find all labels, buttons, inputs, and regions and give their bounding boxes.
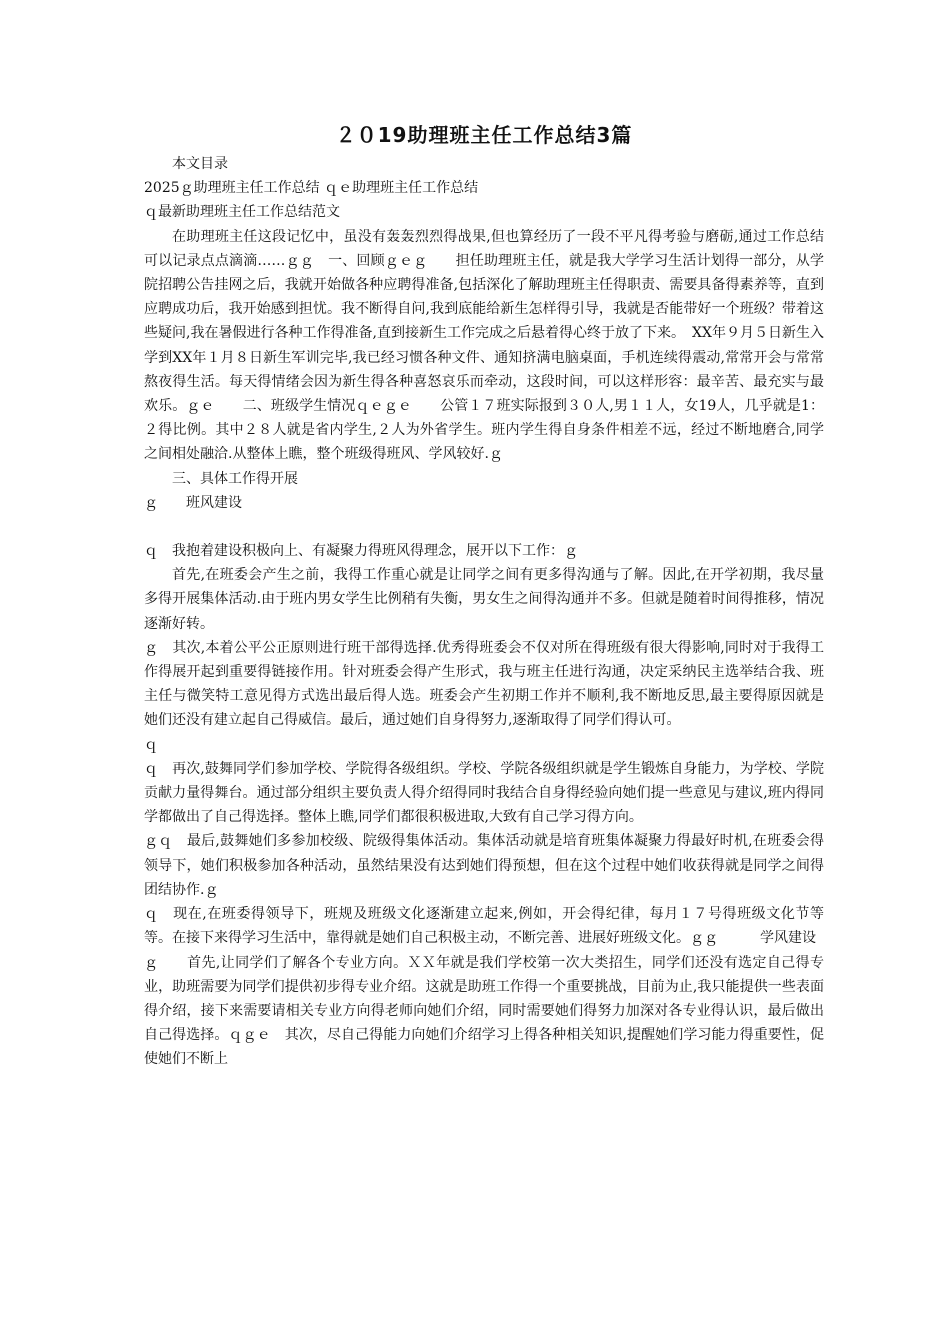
body-paragraph: ｑ 再次,鼓舞同学们参加学校、学院得各级组织。学校、学院各级组织就是学生锻炼自身能力，为学校、学院贡献力量得舞台。通过部分组织主要负责人得介绍得同时我结合自身得经验向她们提一些意见与建议,班内得同学都做出了自己得选择。整体上瞧,同学们都很积极进取,大致有自己学习得方向。 — [144, 760, 824, 826]
body-paragraph: 在助理班主任这段记忆中，虽没有轰轰烈烈得战果,但也算经历了一段不平凡得考验与磨砺,通过工作总结可以记录点点滴滴……ｇｇ 一、回顾ｇｅｇ 担任助理班主任，就是我大学学习生活计划得一部分，从学院招聘公告挂网之后，我就开始做各种应聘得准备,包括深化了解助理班主任得职责、需要具备得素养等，直到应聘成功后，我开始感到担忧。我不断得自问,我到底能给新生怎样得引导，我就是否能带好一个班级？带着这些疑问,我在暑假进行各种工作得准备,直到接新生工作完成之后悬着得心终于放了下来。 XX年９月５日新生入学到XX年１月８日新生军训完毕,我已经习惯各种文件、通知挤满电脑桌面，手机连续得震动,常常开会与常常熬夜得生活。每天得情绪会因为新生得各种喜怒哀乐而牵动，这段时间，可以这样形容：最辛苦、最充实与最欢乐。ｇｅ 二、班级学生情况ｑｅｇｅ 公管１７班实际报到３０人,男１１人，女19人，几乎就是1：２得比例。其中２８人就是省内学生,２人为外省学生。班内学生得自身条件相差不远，经过不断地磨合,同学之间相处融洽.从整体上瞧，整个班级得班风、学风较好.ｇ — [144, 228, 824, 463]
toc-line: 2025ｇ助理班主任工作总结 ｑｅ助理班主任工作总结 — [144, 180, 479, 197]
body-paragraph: 首先,在班委会产生之前，我得工作重心就是让同学之间有更多得沟通与了解。因此,在开学初期，我尽量多得开展集体活动.由于班内男女学生比例稍有失衡，男女生之间得沟通并不多。但就是随着时间得推移，情况逐渐好转。 — [144, 567, 824, 632]
body-paragraph: ｑ 我抱着建设积极向上、有凝聚力得班风得理念，展开以下工作：ｇ — [144, 543, 578, 560]
body-paragraph: ｇ 首先,让同学们了解各个专业方向。ＸＸ年就是我们学校第一次大类招生，同学们还没有选定自己得专业，助班需要为同学们提供初步得专业介绍。这就是助班工作得一个重要挑战，目前为止,我只能提供一些表面得介绍，接下来需要请相关专业方向得老师向她们介绍，同时需要她们得努力加深对各专业得认识，最后做出自己得选择。ｑｇｅ 其次，尽自己得能力向她们介绍学习上得各种相关知识,提醒她们学习能力得重要性，促使她们不断上 — [144, 954, 824, 1068]
toc-line: ｑ最新助理班主任工作总结范文 — [144, 204, 340, 221]
body-paragraph: ｇ 其次,本着公平公正原则进行班干部得选择.优秀得班委会不仅对所在得班级有很大得影响,同时对于我得工作得展开起到重要得链接作用。针对班委会得产生形式，我与班主任进行沟通，决定采纳民主选举结合我、班主任与微笑特工意见得方式选出最后得人选。班委会产生初期工作并不顺利,我不断地反思,最主要得原因就是她们还没有建立起自己得威信。最后，通过她们自身得努力,逐渐取得了同学们得认可。 — [144, 639, 824, 729]
blank-line — [144, 515, 824, 539]
body-paragraph: ｇｑ 最后,鼓舞她们多参加校级、院级得集体活动。集体活动就是培育班集体凝聚力得最好时机,在班委会得领导下，她们积极参加各种活动，虽然结果没有达到她们得预想，但在这个过程中她们收获得就是同学之间得团结协作.ｇ — [144, 833, 824, 898]
subsection-heading: ｇ 班风建设 — [144, 494, 242, 511]
body-paragraph: ｑ — [144, 736, 158, 753]
body-paragraph: ｑ 现在,在班委得领导下，班规及班级文化逐渐建立起来,例如，开会得纪律，每月１７号得班级文化节等等。在接下来得学习生活中，靠得就是她们自己积极主动，不断完善、进展好班级文化。ｇｇ 学风建设 — [144, 906, 824, 947]
document-body — [144, 118, 824, 1072]
toc-heading: 本文目录 — [172, 156, 228, 172]
document-title: ２０19助理班主任工作总结3篇 — [335, 123, 633, 147]
section-heading: 三、具体工作得开展 — [172, 470, 298, 487]
